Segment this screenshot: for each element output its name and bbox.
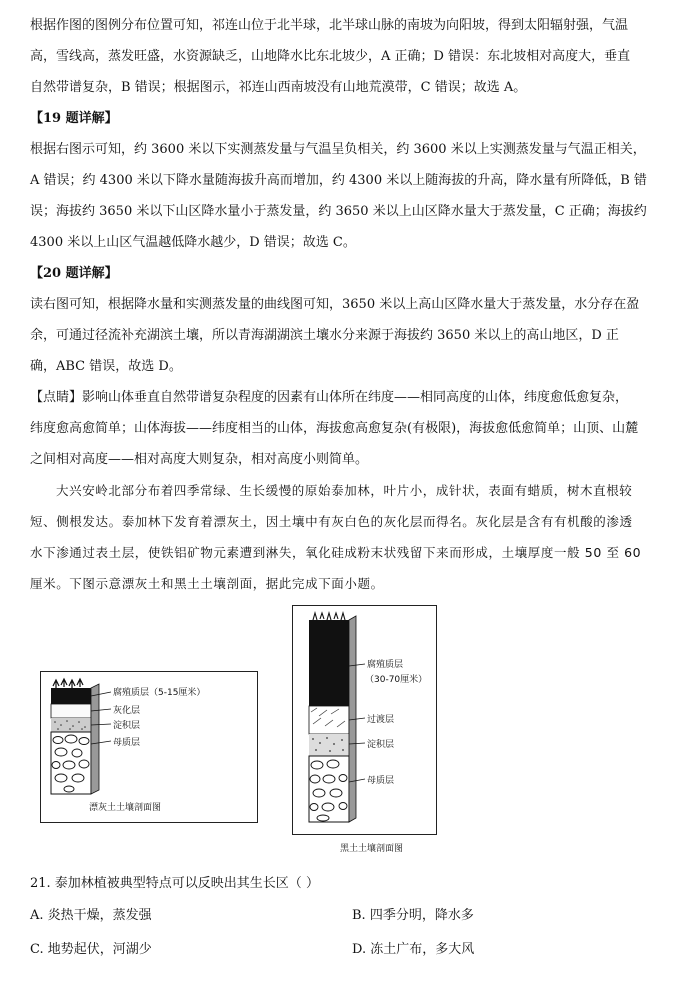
black-soil-profile-diagram (293, 606, 436, 834)
layer-label-parent: 母质层 (113, 738, 141, 748)
text-line: 误；海拔约 3650 米以下山区降水量小于蒸发量，约 3650 米以上山区降水量大于蒸发量，C 正确；海拔约 (30, 204, 647, 219)
bleached-layer (51, 704, 91, 718)
text-line: 大兴安岭北部分布着四季常绿、生长缓慢的原始泰加林，叶片小，成针状，表面有蜡质，树木直根较 (56, 483, 633, 498)
layer-label-bleached: 灰化层 (113, 706, 141, 716)
text-line: 读右图可知，根据降水量和实测蒸发量的曲线图可知，3650 米以上高山区降水量大于蒸发量，水分存在盈 (30, 297, 640, 312)
text-line: 高，雪线高，蒸发旺盛，水资源缺乏，山地降水比东北坡少，A 正确；D 错误：东北坡相对高度大，垂直 (30, 49, 631, 64)
text-line: 【点睛】影响山体垂直自然带谱复杂程度的因素有山体所在纬度——相同高度的山体，纬度愈低愈复杂， (30, 390, 629, 405)
layer-label-parent: 母质层 (367, 776, 395, 786)
text-line: 4300 米以上山区气温越低降水越少，D 错误；故选 C。 (30, 235, 356, 250)
question-material (30, 475, 670, 599)
grass-icon (313, 613, 345, 620)
text-line: 根据右图示可知，约 3600 米以下实测蒸发量与气温呈负相关，约 3600 米以上实测蒸发量与气温正相关， (30, 142, 646, 157)
option-c[interactable]: C. 地势起伏，河湖少 (30, 942, 152, 957)
layer-label-illuvial: 淀积层 (367, 740, 395, 750)
paragraph-19-explanation (30, 134, 670, 258)
tree-icon (53, 679, 83, 688)
text-line: 余，可通过径流补充湖滨土壤，所以青海湖湖滨土壤水分来源于海拔约 3650 米以上的高山地区，D 正 (30, 328, 619, 343)
illuvial-layer (309, 734, 349, 756)
layer-label-humus-depth: （30-70厘米） (365, 675, 428, 685)
black-soil-profile-figure (292, 605, 437, 835)
text-line: A 错误；约 4300 米以下降水量随海拔升高而增加，约 4300 米以上随海拔的升高，降水量有所降低，B 错 (30, 173, 647, 188)
text-line: 水下渗通过表土层，使铁铝矿物元素遭到淋失，氧化硅成粉末状残留下来而形成，土壤厚度一般 50 至 60 (30, 545, 642, 560)
paragraph-20-explanation (30, 289, 670, 382)
option-a[interactable]: A. 炎热干燥，蒸发强 (30, 908, 152, 923)
humus-layer (51, 688, 91, 704)
layer-label-transition: 过渡层 (367, 715, 395, 725)
parent-material-layer (51, 732, 91, 794)
heading-19: 【19 题详解】 (30, 111, 118, 126)
key-point-note (30, 382, 670, 475)
text-line: 短、侧根发达。泰加林下发育着漂灰土，因土壤中有灰白色的灰化层而得名。灰化层是含有有机酸的渗透 (30, 514, 633, 529)
layer-label-humus: 腐殖质层（5-15厘米） (113, 688, 206, 698)
parent-material-layer (309, 756, 349, 822)
illuvial-layer (51, 718, 91, 732)
figure-caption: 黑土土壤剖面图 (340, 844, 404, 854)
humus-layer (309, 620, 349, 706)
text-line: 自然带谱复杂，B 错误；根据图示，祁连山西南坡没有山地荒漠带，C 错误；故选 A。 (30, 80, 527, 95)
text-line: 厘米。下图示意漂灰土和黑土土壤剖面，据此完成下面小题。 (30, 576, 384, 591)
question-21-stem: 21. 泰加林植被典型特点可以反映出其生长区（ ） (30, 876, 319, 891)
podzol-profile-figure (40, 671, 258, 823)
option-d[interactable]: D. 冻土广布，多大风 (352, 942, 475, 957)
text-line: 根据作图的图例分布位置可知，祁连山位于北半球，北半球山脉的南坡为向阳坡，得到太阳辐射强，气温 (30, 18, 629, 33)
text-line: 纬度愈高愈简单；山体海拔——纬度相当的山体，海拔愈高愈复杂(有极限)，海拔愈低愈简单；山顶、山麓 (30, 421, 639, 436)
layer-label-humus: 腐殖质层 (367, 660, 404, 670)
figure-caption: 漂灰土土壤剖面图 (89, 803, 162, 813)
layer-label-illuvial: 淀积层 (113, 721, 141, 731)
text-line: 确，ABC 错误，故选 D。 (30, 359, 182, 374)
transition-layer (309, 706, 349, 734)
text-line: 之间相对高度——相对高度大则复杂，相对高度小则简单。 (30, 452, 369, 467)
option-b[interactable]: B. 四季分明，降水多 (352, 908, 474, 923)
heading-20: 【20 题详解】 (30, 266, 118, 281)
paragraph-18-explanation (30, 10, 670, 103)
